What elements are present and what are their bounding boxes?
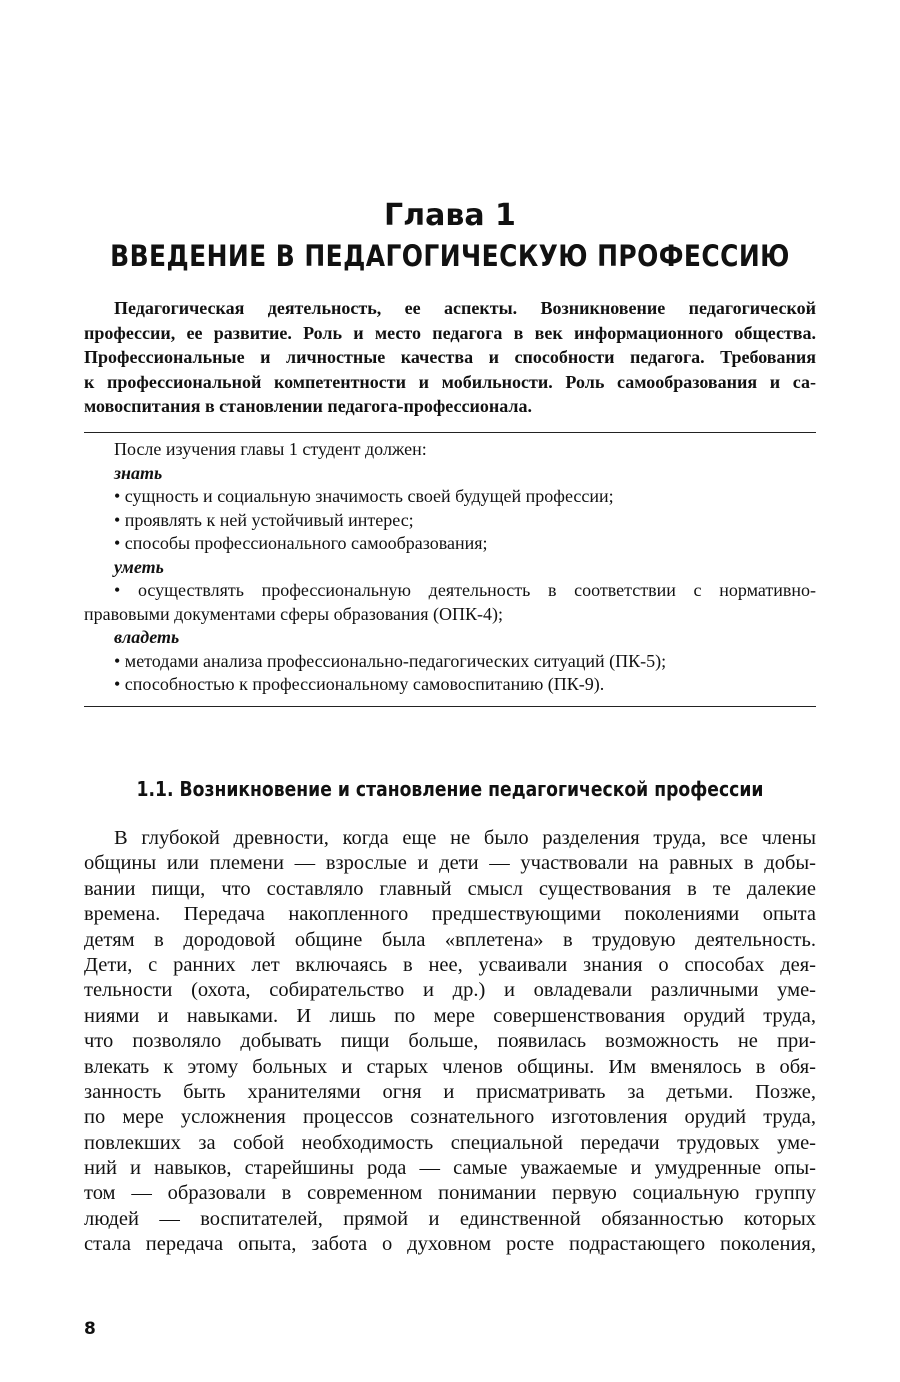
body-line: занность быть хранителями огня и присматривать за детьми. Позже, [84,1080,816,1103]
objective-item-continuation: правовыми документами сферы образования (ОПК-4); [84,603,504,624]
abstract-line: профессии, ее развитие. Роль и место педагога в век информационного общества. [84,322,816,343]
body-line: Дети, с ранних лет включаясь в нее, усваивали знания о способах дея- [84,953,816,976]
body-line: ний и навыков, старейшины рода — самые уважаемые и умудренные опы- [84,1157,816,1180]
objectives-heading-master: владеть [114,627,180,647]
body-line: ниями и навыками. И лишь по мере совершенствования орудий труда, [84,1004,816,1027]
abstract-line: Профессиональные и личностные качества и способности педагога. Требования [84,347,816,367]
section-title: 1.1. Возникновение и становление педагогической профессии [136,777,764,801]
objectives-heading-know: знать [114,462,163,483]
objective-item: • сущность и социальную значимость своей будущей профессии; [114,486,614,506]
body-line: детям в дородовой общине была «вплетена» в трудовую деятельность. [84,928,816,951]
chapter-title: ВВЕДЕНИЕ В ПЕДАГОГИЧЕСКУЮ ПРОФЕССИЮ [110,239,790,273]
body-line: В глубокой древности, когда еще не было разделения труда, все члены [114,827,816,849]
objective-item: • методами анализа профессионально-педагогических ситуаций (ПК-5); [114,650,667,671]
objective-item: • осуществлять профессиональную деятельность в соответствии с нормативно- [114,580,816,600]
body-line: вании пищи, что составляло главный смысл существования в те далекие [84,877,816,900]
body-line: том — образовали в современном понимании первую социальную группу [84,1182,816,1205]
objective-item: • способностью к профессиональному самовоспитанию (ПК-9). [114,674,605,694]
body-line: повлекших за собой необходимость специальной передачи трудовых уме- [84,1131,816,1154]
body-line: по мере усложнения процессов сознательного изготовления орудий труда, [84,1106,816,1129]
abstract-line: к профессиональной компетентности и мобильности. Роль самообразования и са- [84,371,816,392]
body-line: времена. Передача накопленного предшествующими поколениями опыта [84,903,816,926]
body-paragraph [84,826,816,1258]
objectives-bottom-rule [84,706,816,707]
chapter-abstract [84,296,816,419]
body-line: что позволяло добывать пищи больше, появилась возможность не при- [84,1030,816,1053]
page-number: 8 [84,1319,96,1339]
chapter-label: Глава 1 [384,198,516,233]
abstract-line: Педагогическая деятельность, ее аспекты. Возникновение педагогической [114,298,816,318]
learning-objectives [84,438,816,697]
objectives-intro: После изучения главы 1 студент должен: [114,439,427,459]
abstract-line: мовоспитания в становлении педагога-профессионала. [84,396,532,416]
objective-item: • способы профессионального самообразования; [114,533,488,553]
body-line: влекать к этому больных и старых членов общины. Им вменялось в обя- [84,1055,816,1078]
objective-item: • проявлять к ней устойчивый интерес; [114,509,414,530]
body-line: стала передача опыта, забота о духовном росте подрастающего поколения, [84,1233,816,1256]
body-line: тельности (охота, собирательство и др.) и овладевали различными уме- [84,979,816,1002]
body-line: общины или племени — взрослые и дети — участвовали на равных в добы- [84,852,816,875]
objectives-heading-can: уметь [114,556,164,577]
body-line: людей — воспитателей, прямой и единственной обязанностью которых [84,1207,816,1230]
objectives-top-rule [84,432,816,433]
